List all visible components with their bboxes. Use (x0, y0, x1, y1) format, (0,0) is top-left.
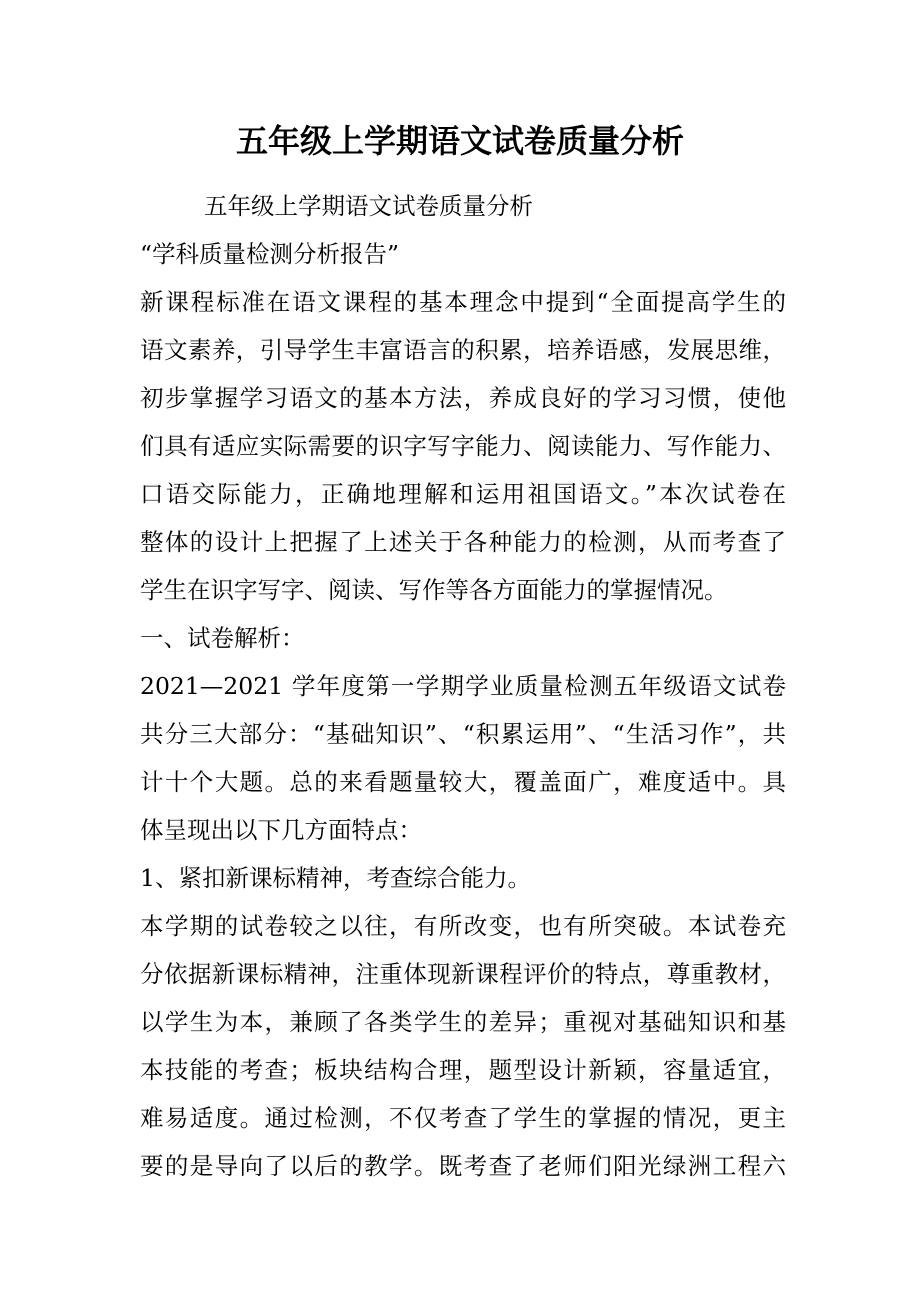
paragraph-line: 口语交际能力，正确地理解和运用祖国语文。”本次试卷在 (140, 480, 786, 508)
paragraph-line: 共分三大部分：“基础知识”、“积累运用”、“生活习作”，共 (140, 720, 786, 748)
paragraph-line: 本技能的考查；板块结构合理，题型设计新颖，容量适宜， (140, 1056, 786, 1084)
section-heading-line: 一、试卷解析： (140, 624, 305, 652)
paragraph-line: 语文素养，引导学生丰富语言的积累，培养语感，发展思维， (140, 336, 786, 364)
paragraph-line: 学生在识字写字、阅读、写作等各方面能力的掌握情况。 (140, 576, 728, 604)
paragraph-line: 以学生为本，兼顾了各类学生的差异；重视对基础知识和基 (140, 1008, 786, 1036)
paragraph-line: 本学期的试卷较之以往，有所改变，也有所突破。本试卷充 (140, 912, 786, 940)
paragraph-line: 体呈现出以下几方面特点： (140, 816, 422, 844)
paragraph-line: 难易适度。通过检测，不仅考查了学生的掌握的情况，更主 (140, 1104, 786, 1132)
document-body (140, 182, 786, 1190)
paragraph-line: 们具有适应实际需要的识字写字能力、阅读能力、写作能力、 (140, 432, 786, 460)
paragraph-line: 计十个大题。总的来看题量较大，覆盖面广，难度适中。具 (140, 768, 786, 796)
report-heading-line: “学科质量检测分析报告” (140, 240, 400, 268)
paragraph-line: 新课程标准在语文课程的基本理念中提到“全面提高学生的 (140, 288, 786, 316)
subsection-heading-line: 1、紧扣新课标精神，考查综合能力。 (140, 864, 531, 892)
paragraph-line: 分依据新课标精神，注重体现新课程评价的特点，尊重教材， (140, 960, 786, 988)
document-title: 五年级上学期语文试卷质量分析 (235, 122, 684, 160)
paragraph-line: 2021—2021 学年度第一学期学业质量检测五年级语文试卷 (140, 672, 786, 700)
subtitle-line: 五年级上学期语文试卷质量分析 (204, 192, 533, 220)
paragraph-line: 初步掌握学习语文的基本方法，养成良好的学习习惯，使他 (140, 384, 786, 412)
paragraph-line: 要的是导向了以后的教学。既考查了老师们阳光绿洲工程六 (140, 1152, 786, 1180)
paragraph-line: 整体的设计上把握了上述关于各种能力的检测，从而考查了 (140, 528, 786, 556)
